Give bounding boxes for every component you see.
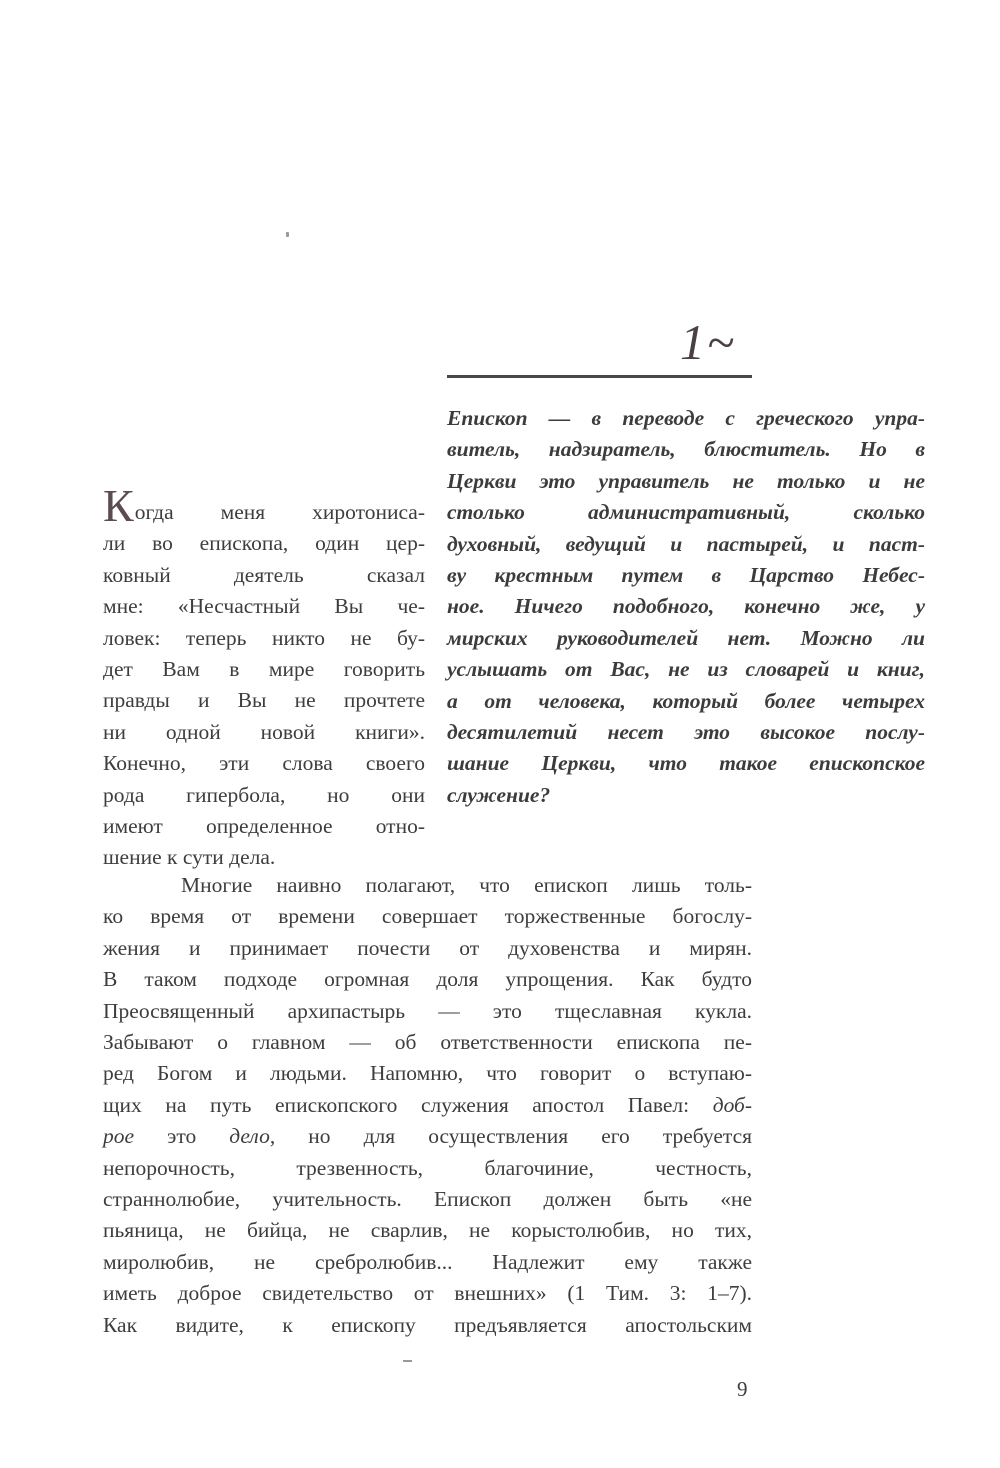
body-line-text: щих на путь епископского служения апостол Павел: — [103, 1092, 690, 1117]
body-line: непорочность, трезвенность, благочиние, честность, — [103, 1155, 752, 1180]
question-line: витель, надзиратель, блюститель. Но в — [447, 437, 925, 462]
body-line: ко время от времени совершает торжественные богослу- — [103, 904, 752, 929]
question-line: столько административный, сколько — [447, 500, 925, 525]
answer-line: Конечно, эти слова своего — [103, 751, 425, 776]
answer-line: дет Вам в мире говорить — [103, 657, 425, 682]
answer-line: ни одной новой книги». — [103, 719, 425, 744]
answer-line: мне: «Несчастный Вы че- — [103, 594, 425, 619]
answer-line: правды и Вы не прочтете — [103, 688, 425, 713]
italic-quote: рое — [103, 1124, 135, 1149]
answer-body-column — [103, 870, 752, 1341]
answer-line: шение к сути дела. — [103, 845, 276, 870]
body-line: пьяница, не бийца, не сварлив, не корыстолюбив, но тих, — [103, 1218, 752, 1243]
body-line: Забывают о главном — об ответственности епископа пе- — [103, 1030, 752, 1055]
answer-line: ковный деятель сказал — [103, 562, 425, 587]
page-number: 9 — [737, 1377, 748, 1401]
body-line — [103, 1121, 752, 1152]
question-line: ное. Ничего подобного, конечно же, у — [447, 594, 925, 619]
print-speck — [286, 232, 289, 237]
answer-intro-column — [103, 480, 425, 874]
body-line: Многие наивно полагают, что епископ лишь толь- — [181, 873, 752, 897]
body-line-text: , но для осуществления его требуется — [269, 1124, 753, 1149]
chapter-number: 1~ — [680, 314, 737, 370]
question-line: мирских руководителей нет. Можно ли — [447, 625, 925, 650]
question-line: услышать от Вас, не из словарей и книг, — [447, 657, 925, 682]
body-line — [103, 1090, 752, 1121]
first-line-text: огда меня хиротониса- — [134, 500, 425, 524]
body-line-text: это — [134, 1124, 230, 1149]
body-line: Преосвященный архипастырь — это тщеславная кукла. — [103, 998, 752, 1023]
body-line: Как видите, к епископу предъявляется апостольским — [103, 1312, 752, 1337]
interview-question — [447, 403, 925, 811]
question-line: а от человека, который более четырех — [447, 688, 925, 713]
answer-line: ловек: теперь никто не бу- — [103, 625, 425, 650]
drop-cap: К — [103, 480, 134, 531]
question-line: Епископ — в переводе с греческого упра- — [447, 406, 925, 430]
answer-line: ли во епископа, один цер- — [103, 531, 425, 556]
italic-quote: доб- — [712, 1092, 753, 1117]
body-line: ред Богом и людьми. Напомню, что говорит о вступаю- — [103, 1061, 752, 1086]
answer-line: имеют определенное отно- — [103, 814, 425, 839]
italic-quote: дело — [229, 1124, 270, 1149]
chapter-rule-divider — [447, 375, 752, 378]
question-line: ву крестным путем в Царство Небес- — [447, 563, 925, 588]
body-line: страннолюбие, учительность. Епископ должен быть «не — [103, 1187, 752, 1212]
answer-first-line — [103, 480, 425, 531]
body-line: В таком подходе огромная доля упрощения. Как будто — [103, 967, 752, 992]
answer-line: рода гипербола, но они — [103, 782, 425, 807]
body-line: миролюбив, не сребролюбив... Надлежит ему также — [103, 1249, 752, 1274]
question-line: десятилетий несет это высокое послу- — [447, 720, 925, 745]
body-line: иметь доброе свидетельство от внешних» (1 Тим. 3: 1–7). — [103, 1281, 752, 1306]
question-line: шание Церкви, что такое епископское — [447, 751, 925, 776]
question-line: служение? — [447, 782, 551, 807]
question-line: Церкви это управитель не только и не — [447, 468, 925, 493]
print-mark — [403, 1360, 412, 1362]
body-line: жения и принимает почести от духовенства и мирян. — [103, 935, 752, 960]
question-line: духовный, ведущий и пастырей, и паст- — [447, 531, 925, 556]
